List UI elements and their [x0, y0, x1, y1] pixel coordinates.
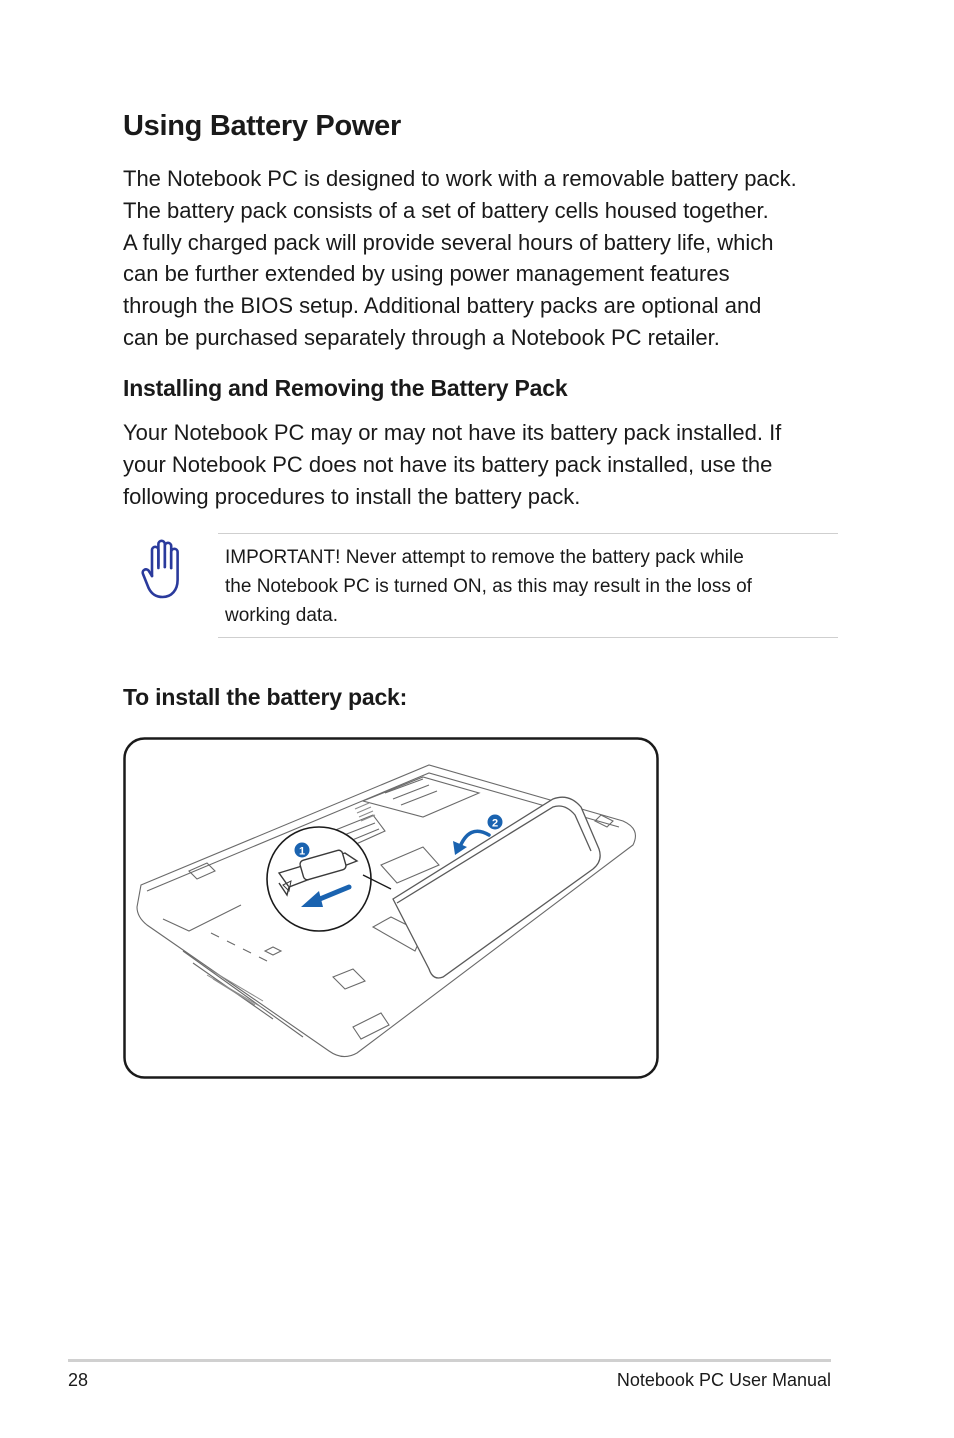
note-line: working data. [225, 605, 339, 626]
manual-title: Notebook PC User Manual [616, 1370, 831, 1390]
note-divider-bottom [218, 637, 838, 638]
step-2-label: 2 [491, 817, 499, 830]
step-1-label: 1 [298, 845, 306, 858]
install-paragraph [123, 417, 781, 512]
procedure-title: To install the battery pack: [123, 684, 408, 710]
footer-divider [68, 1359, 831, 1362]
intro-line: can be purchased separately through a Notebook PC retailer. [123, 324, 720, 350]
install-line: your Notebook PC does not have its battery pack installed, use the [123, 451, 773, 477]
step-1-badge [295, 843, 310, 858]
important-note [225, 543, 752, 630]
section-title: Using Battery Power [123, 110, 401, 142]
battery-install-illustration [123, 737, 659, 1079]
note-line: the Notebook PC is turned ON, as this may result in the loss of [225, 576, 752, 597]
install-line: Your Notebook PC may or may not have its battery pack installed. If [123, 420, 782, 445]
note-divider-top [218, 533, 838, 534]
intro-line: The Notebook PC is designed to work with a removable battery pack. [123, 166, 797, 191]
hand-stop-icon [138, 536, 190, 602]
intro-line: The battery pack consists of a set of battery cells housed together. [123, 197, 769, 223]
intro-line: can be further extended by using power management features [123, 261, 730, 287]
page-number: 28 [68, 1370, 89, 1390]
step-2-badge [488, 815, 503, 830]
intro-line: through the BIOS setup. Additional battery packs are optional and [123, 293, 762, 319]
subsection-title: Installing and Removing the Battery Pack [123, 375, 568, 401]
install-line: following procedures to install the battery pack. [123, 483, 581, 509]
intro-line: A fully charged pack will provide several hours of battery life, which [123, 229, 774, 255]
intro-paragraph [123, 163, 797, 354]
note-line: IMPORTANT! Never attempt to remove the battery pack while [225, 547, 744, 568]
